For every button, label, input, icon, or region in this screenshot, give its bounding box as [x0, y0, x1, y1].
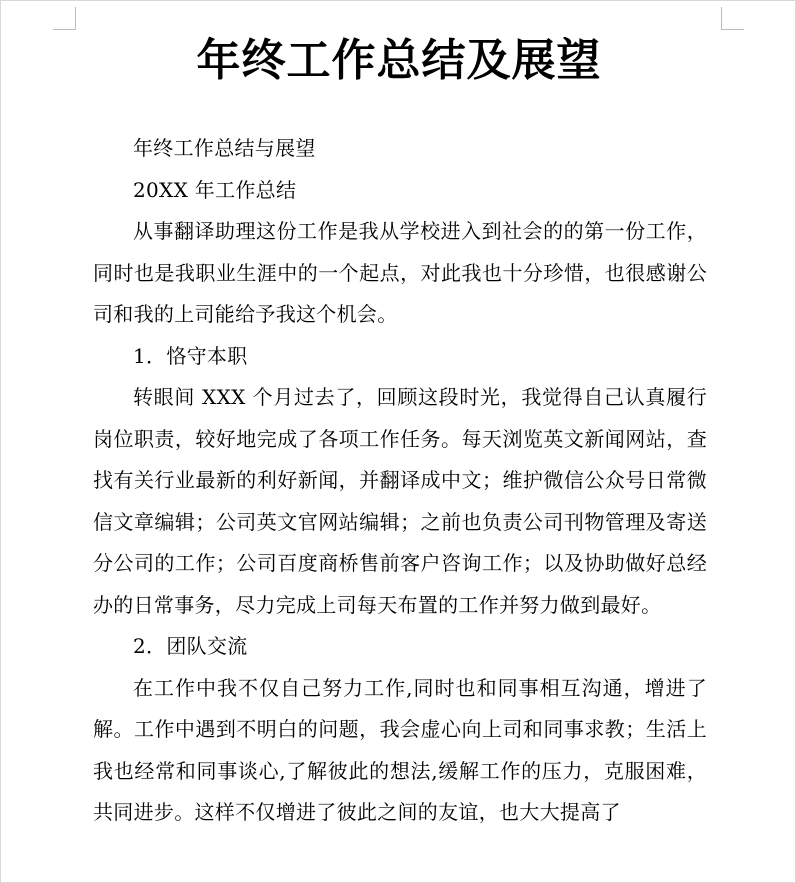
section-heading-duty: 1．恪守本职: [133, 343, 248, 368]
body-paragraph-intro: 从事翻译助理这份工作是我从学校进入到社会的的第一份工作，同时也是我职业生涯中的一个起点，对此我也十分珍惜，也很感谢公司和我的上司能给予我这个机会。: [93, 219, 707, 326]
section-heading-summary: 20XX 年工作总结: [133, 177, 297, 202]
section-heading-team: 2．团队交流: [133, 634, 248, 658]
document-title: 年终工作总结及展望: [196, 35, 602, 86]
subtitle-paragraph: 年终工作总结与展望: [133, 136, 316, 160]
body-paragraph-duty: 转眼间 XXX 个月过去了，回顾这段时光，我觉得自己认真履行岗位职责，较好地完成了各项工作任务。每天浏览英文新闻网站，查找有关行业最新的利好新闻，并翻译成中文；维护微信公众号日常微信文章编辑；公司英文官网站编辑；之前也负责公司刊物管理及寄送分公司的工作；公司百度商桥售前客户咨询工作；以及协助做好总经办的日常事务，尽力完成上司每天布置的工作并努力做到最好。: [93, 385, 707, 617]
crop-mark-top-right: [721, 7, 744, 30]
crop-mark-top-left: [53, 7, 76, 30]
body-paragraph-team: 在工作中我不仅自己努力工作,同时也和同事相互沟通，增进了解。工作中遇到不明白的问题，我会虚心向上司和同事求教；生活上我也经常和同事谈心,了解彼此的想法,缓解工作的压力，克服困难，共同进步。这样不仅增进了彼此之间的友谊，也大大提高了: [93, 675, 707, 824]
document-body: [93, 128, 707, 834]
